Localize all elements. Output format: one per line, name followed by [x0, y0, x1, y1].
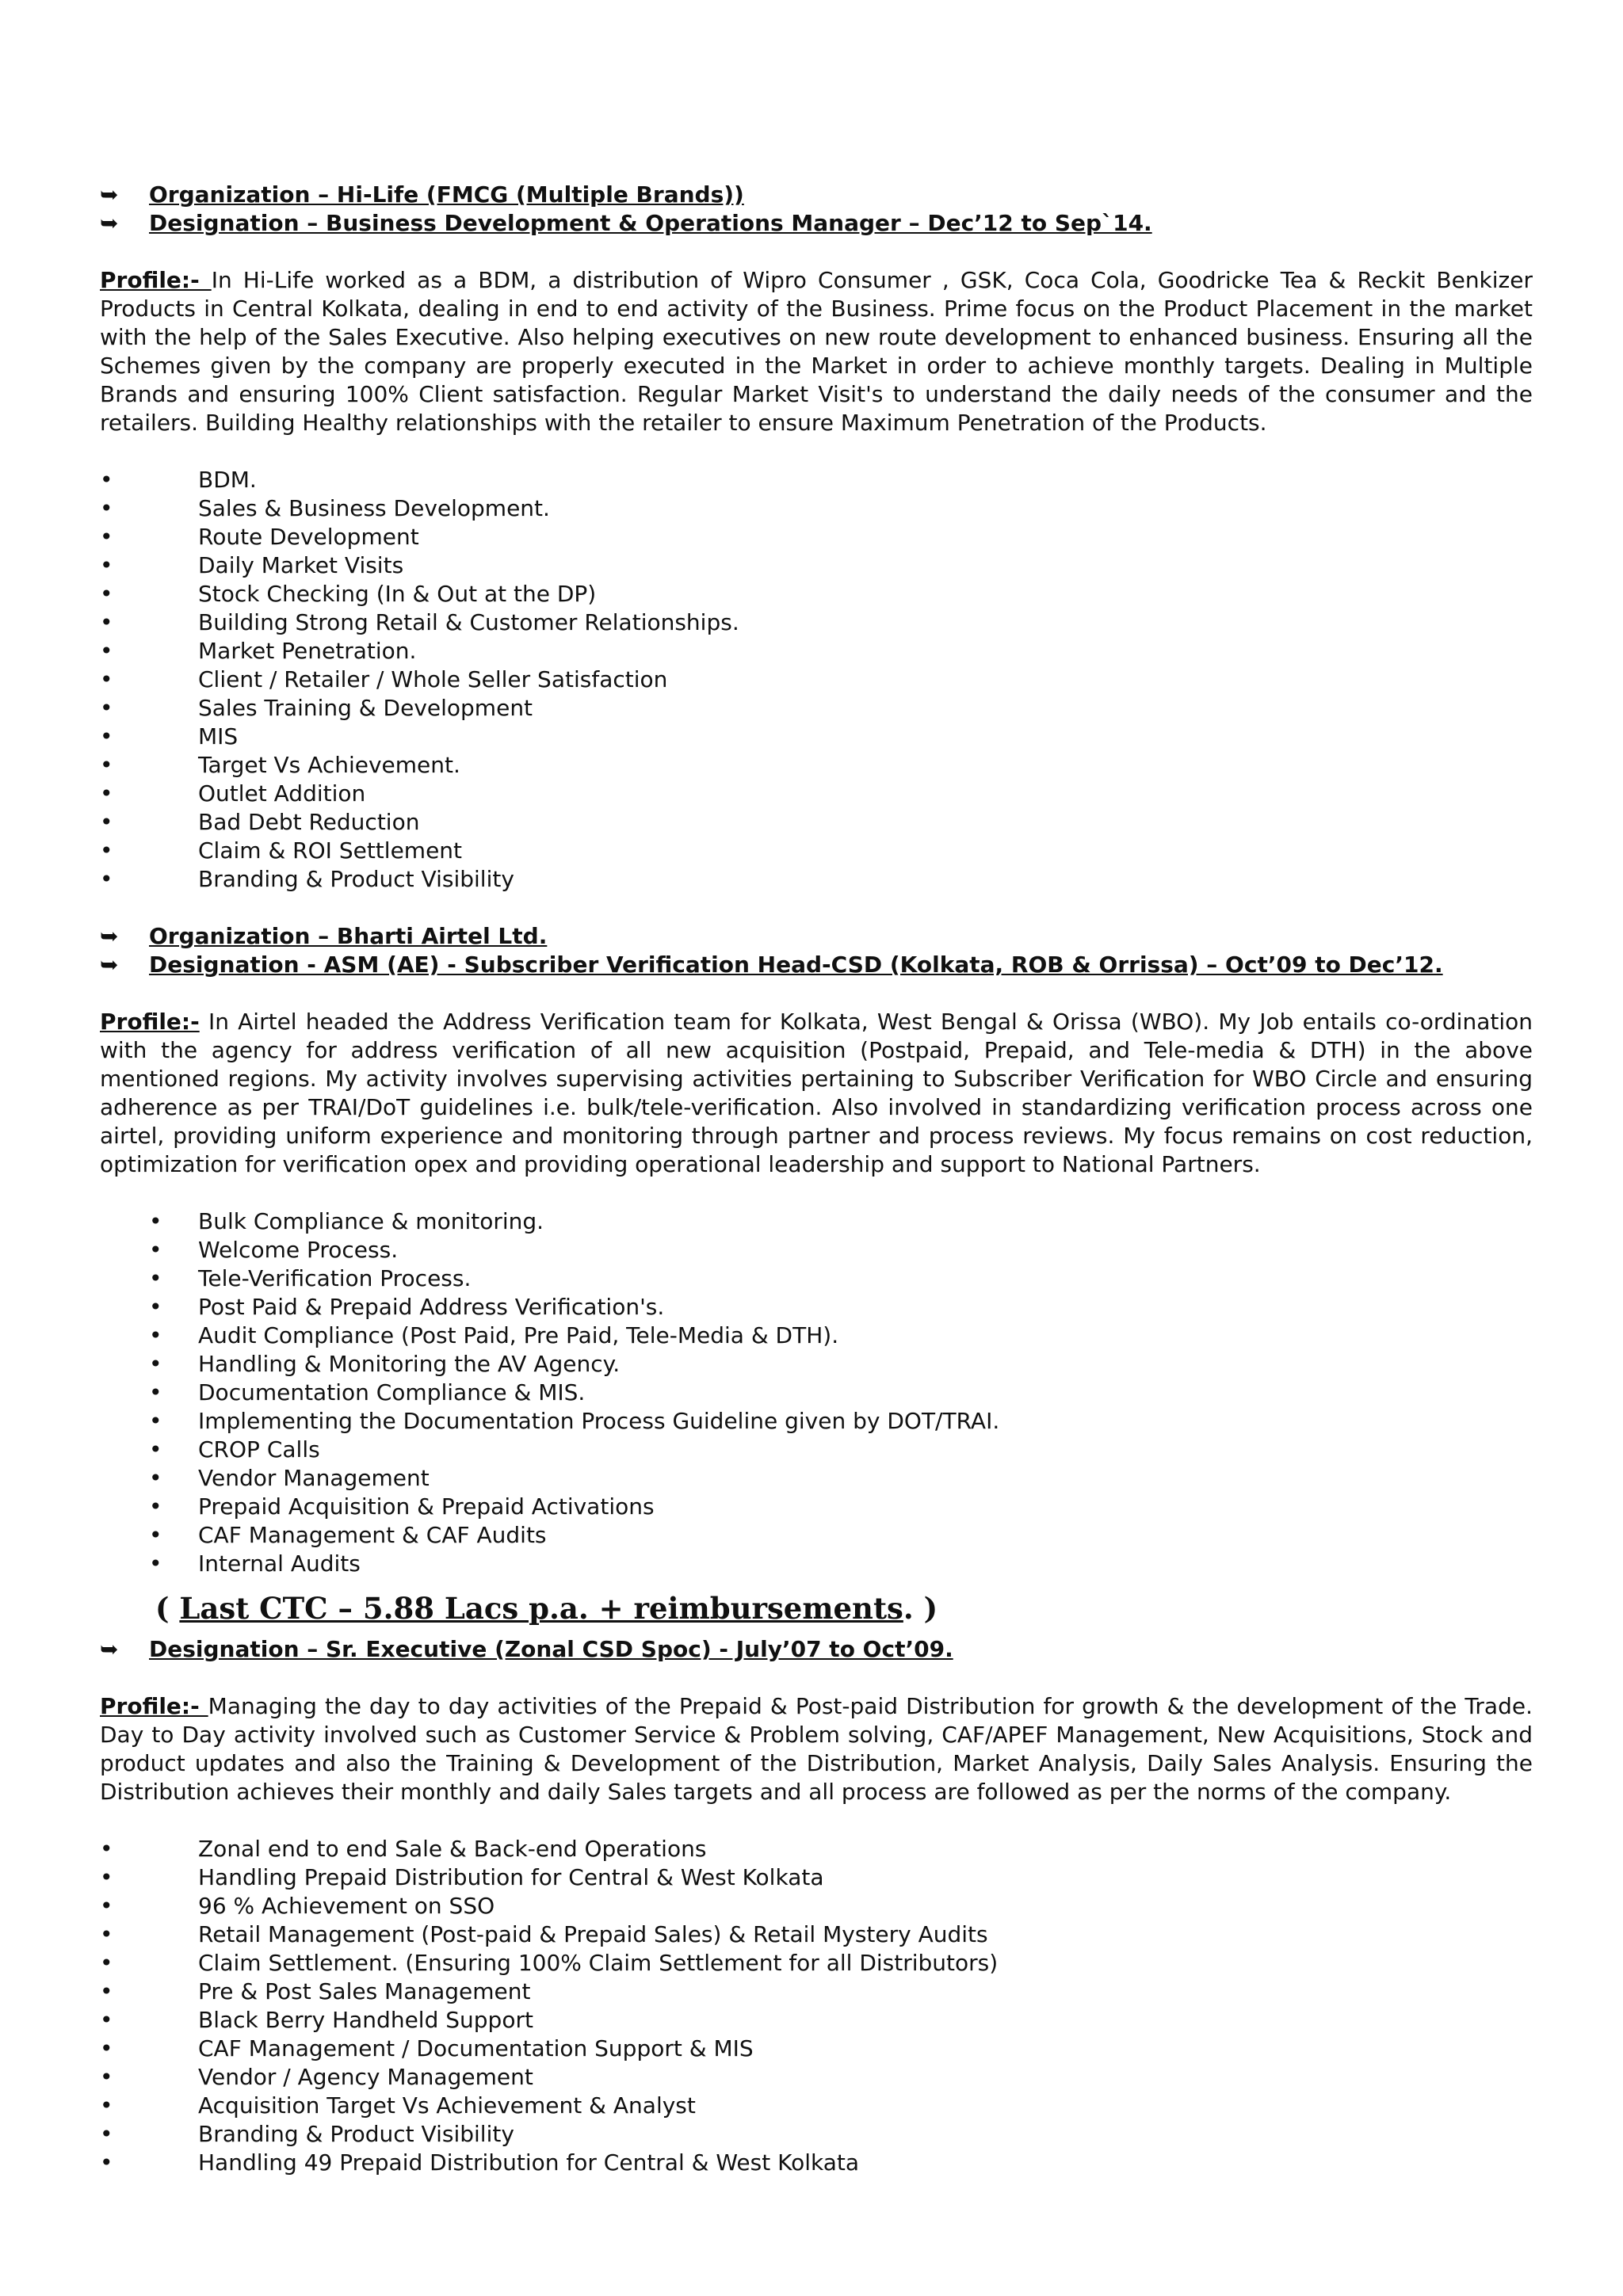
list-item-text: Handling Prepaid Distribution for Central & West Kolkata [198, 1864, 824, 1890]
profile-label: Profile:- [100, 1009, 200, 1035]
list-item [100, 837, 1533, 865]
list-item [100, 1892, 1533, 1920]
list-item-text: CAF Management & CAF Audits [198, 1522, 547, 1548]
list-item [100, 723, 1533, 751]
list-item-text: Vendor Management [198, 1465, 430, 1491]
list-item [100, 1407, 1533, 1436]
responsibility-list [100, 1207, 1533, 1578]
bullet-icon: • [100, 1978, 113, 2004]
profile-paragraph [100, 266, 1533, 437]
list-item [100, 1949, 1533, 1978]
list-item [100, 1350, 1533, 1379]
list-item [100, 551, 1533, 580]
bullet-icon: • [100, 467, 113, 493]
list-item [100, 1436, 1533, 1464]
bullet-icon: • [100, 2064, 113, 2090]
list-item [100, 494, 1533, 523]
list-item [100, 666, 1533, 694]
list-item [100, 865, 1533, 894]
profile-text: In Hi-Life worked as a BDM, a distribution of Wipro Consumer , GSK, Coca Cola, Goodricke Tea & Reckit Benkizer Products in Central Kolkata, dealing in end to end activity of the Business. Prime focus on the Product Placement in the market with the help of the Sales Executive. Also helping executives on new route development to enhanced business. Ensuring all the Schemes given by the company are properly executed in the Market in order to achieve monthly targets. Dealing in Multiple Brands and ensuring 100% Client satisfaction. Regular Market Visit's to understand the daily needs of the consumer and the retailers. Building Healthy relationships with the retailer to ensure Maximum Penetration of the Products. [100, 267, 1533, 436]
list-item-text: Branding & Product Visibility [198, 2121, 514, 2147]
profile-text: Managing the day to day activities of the Prepaid & Post-paid Distribution for growth & the development of the Trade. Day to Day activity involved such as Customer Service & Problem solving, CAF/APEF Management, New Acquisitions, Stock and product updates and also the Training & Development of the Distribution, Market Analysis, Daily Sales Analysis. Ensuring the Distribution achieves their monthly and daily Sales targets and all process are followed as per the norms of the company. [100, 1693, 1533, 1805]
bullet-icon: • [149, 1294, 162, 1320]
bullet-icon: • [149, 1237, 162, 1263]
bullet-icon: • [149, 1208, 162, 1234]
bullet-icon: • [100, 837, 113, 864]
list-item-text: Black Berry Handheld Support [198, 2007, 533, 2033]
bullet-icon: • [149, 1265, 162, 1291]
list-item [100, 1322, 1533, 1350]
bullet-icon: • [100, 1836, 113, 1862]
list-item-text: Branding & Product Visibility [198, 866, 514, 892]
list-item [100, 1835, 1533, 1863]
list-item-text: MIS [198, 723, 239, 749]
designation-heading: ➥ Designation – Business Development & Operations Manager – Dec’12 to Sep`14. [100, 210, 1152, 236]
designation-heading: ➥ Designation - ASM (AE) - Subscriber Verification Head-CSD (Kolkata, ROB & Orrissa) – Oct’09 to Dec’12. [100, 952, 1443, 978]
list-item-text: Bad Debt Reduction [198, 809, 420, 835]
bullet-icon: • [100, 1950, 113, 1976]
list-item [100, 1920, 1533, 1949]
list-item [100, 1293, 1533, 1322]
arrow-icon: ➥ [100, 952, 119, 978]
list-item-text: Handling & Monitoring the AV Agency. [198, 1351, 621, 1377]
list-item-text: Client / Retailer / Whole Seller Satisfaction [198, 666, 668, 692]
arrow-icon: ➥ [100, 210, 119, 236]
list-item [100, 2092, 1533, 2120]
bullet-icon: • [100, 552, 113, 578]
bullet-icon: • [100, 723, 113, 749]
bullet-icon: • [100, 638, 113, 664]
bullet-icon: • [100, 809, 113, 835]
list-item-text: Vendor / Agency Management [198, 2064, 533, 2090]
list-item-text: Outlet Addition [198, 780, 366, 807]
profile-text: In Airtel headed the Address Verification team for Kolkata, West Bengal & Orissa (WBO). My Job entails co-ordination with the agency for address verification of all new acquisition (Postpaid, Prepaid, and Tele-media & DTH) in the above mentioned regions. My activity involves supervising activities pertaining to Subscriber Verification for WBO Circle and ensuring adherence as per TRAI/DoT guidelines i.e. bulk/tele-verification. Also involved in standardizing verification process across one airtel, providing uniform experience and monitoring through partner and process reviews. My focus remains on cost reduction, optimization for verification opex and providing operational leadership and support to National Partners. [100, 1009, 1533, 1177]
last-ctc: ( Last CTC – 5.88 Lacs p.a. + reimbursements. ) [155, 1591, 938, 1626]
bullet-icon: • [100, 581, 113, 607]
list-item [100, 2149, 1533, 2177]
bullet-icon: • [149, 1522, 162, 1548]
bullet-icon: • [100, 2007, 113, 2033]
list-item [100, 637, 1533, 666]
bullet-icon: • [100, 495, 113, 521]
bullet-icon: • [100, 1893, 113, 1919]
responsibility-list [100, 1835, 1533, 2177]
profile-paragraph [100, 1692, 1533, 1806]
list-item [100, 1379, 1533, 1407]
list-item-text: Daily Market Visits [198, 552, 404, 578]
list-item-text: Sales Training & Development [198, 695, 533, 721]
profile-label: Profile:- [100, 267, 212, 293]
list-item [100, 1493, 1533, 1521]
list-item-text: Implementing the Documentation Process Guideline given by DOT/TRAI. [198, 1408, 1000, 1434]
list-item-text: Acquisition Target Vs Achievement & Analyst [198, 2092, 696, 2119]
list-item [100, 1550, 1533, 1578]
list-item [100, 808, 1533, 837]
bullet-icon: • [100, 752, 113, 778]
bullet-icon: • [149, 1322, 162, 1348]
designation-heading: ➥ Designation – Sr. Executive (Zonal CSD Spoc) - July’07 to Oct’09. [100, 1636, 953, 1662]
bullet-icon: • [149, 1493, 162, 1520]
bullet-icon: • [149, 1351, 162, 1377]
list-item-text: CROP Calls [198, 1436, 320, 1463]
bullet-icon: • [149, 1436, 162, 1463]
bullet-icon: • [100, 1864, 113, 1890]
list-item-text: 96 % Achievement on SSO [198, 1893, 495, 1919]
list-item [100, 580, 1533, 608]
list-item-text: Documentation Compliance & MIS. [198, 1379, 586, 1405]
list-item-text: Internal Audits [198, 1550, 361, 1577]
arrow-icon: ➥ [100, 923, 119, 949]
list-item [100, 1264, 1533, 1293]
list-item [100, 1863, 1533, 1892]
list-item [100, 1521, 1533, 1550]
list-item [100, 466, 1533, 494]
list-item [100, 1207, 1533, 1236]
list-item-text: Stock Checking (In & Out at the DP) [198, 581, 597, 607]
list-item-text: Target Vs Achievement. [198, 752, 460, 778]
responsibility-list [100, 466, 1533, 894]
list-item [100, 2120, 1533, 2149]
bullet-icon: • [100, 695, 113, 721]
bullet-icon: • [100, 2121, 113, 2147]
list-item [100, 2006, 1533, 2035]
profile-label: Profile:- [100, 1693, 208, 1719]
arrow-icon: ➥ [100, 1636, 119, 1662]
list-item [100, 1978, 1533, 2006]
profile-paragraph [100, 1008, 1533, 1179]
list-item [100, 1464, 1533, 1493]
bullet-icon: • [149, 1550, 162, 1577]
list-item [100, 751, 1533, 780]
list-item [100, 608, 1533, 637]
bullet-icon: • [100, 1921, 113, 1947]
list-item-text: Claim & ROI Settlement [198, 837, 463, 864]
bullet-icon: • [100, 866, 113, 892]
list-item [100, 2035, 1533, 2063]
bullet-icon: • [149, 1465, 162, 1491]
organization-heading: ➥ Organization – Hi-Life (FMCG (Multiple Brands)) [100, 181, 744, 208]
list-item-text: Building Strong Retail & Customer Relationships. [198, 609, 739, 635]
arrow-icon: ➥ [100, 181, 119, 208]
list-item-text: Pre & Post Sales Management [198, 1978, 531, 2004]
bullet-icon: • [100, 609, 113, 635]
list-item [100, 694, 1533, 723]
list-item-text: Audit Compliance (Post Paid, Pre Paid, Tele-Media & DTH). [198, 1322, 839, 1348]
list-item-text: Claim Settlement. (Ensuring 100% Claim Settlement for all Distributors) [198, 1950, 999, 1976]
list-item-text: Route Development [198, 524, 419, 550]
list-item-text: BDM. [198, 467, 257, 493]
list-item-text: CAF Management / Documentation Support & MIS [198, 2035, 754, 2061]
bullet-icon: • [100, 666, 113, 692]
bullet-icon: • [100, 2149, 113, 2176]
list-item-text: Market Penetration. [198, 638, 417, 664]
bullet-icon: • [100, 2035, 113, 2061]
list-item [100, 2063, 1533, 2092]
bullet-icon: • [149, 1379, 162, 1405]
list-item-text: Tele-Verification Process. [198, 1265, 472, 1291]
bullet-icon: • [149, 1408, 162, 1434]
list-item-text: Sales & Business Development. [198, 495, 550, 521]
list-item-text: Retail Management (Post-paid & Prepaid Sales) & Retail Mystery Audits [198, 1921, 988, 1947]
list-item-text: Post Paid & Prepaid Address Verification's. [198, 1294, 665, 1320]
list-item-text: Welcome Process. [198, 1237, 399, 1263]
bullet-icon: • [100, 524, 113, 550]
list-item [100, 523, 1533, 551]
resume-page [100, 181, 1533, 2177]
list-item-text: Zonal end to end Sale & Back-end Operations [198, 1836, 707, 1862]
list-item-text: Handling 49 Prepaid Distribution for Central & West Kolkata [198, 2149, 860, 2176]
bullet-icon: • [100, 780, 113, 807]
bullet-icon: • [100, 2092, 113, 2119]
list-item-text: Prepaid Acquisition & Prepaid Activations [198, 1493, 655, 1520]
list-item [100, 780, 1533, 808]
organization-heading: ➥ Organization – Bharti Airtel Ltd. [100, 923, 548, 949]
list-item [100, 1236, 1533, 1264]
list-item-text: Bulk Compliance & monitoring. [198, 1208, 544, 1234]
